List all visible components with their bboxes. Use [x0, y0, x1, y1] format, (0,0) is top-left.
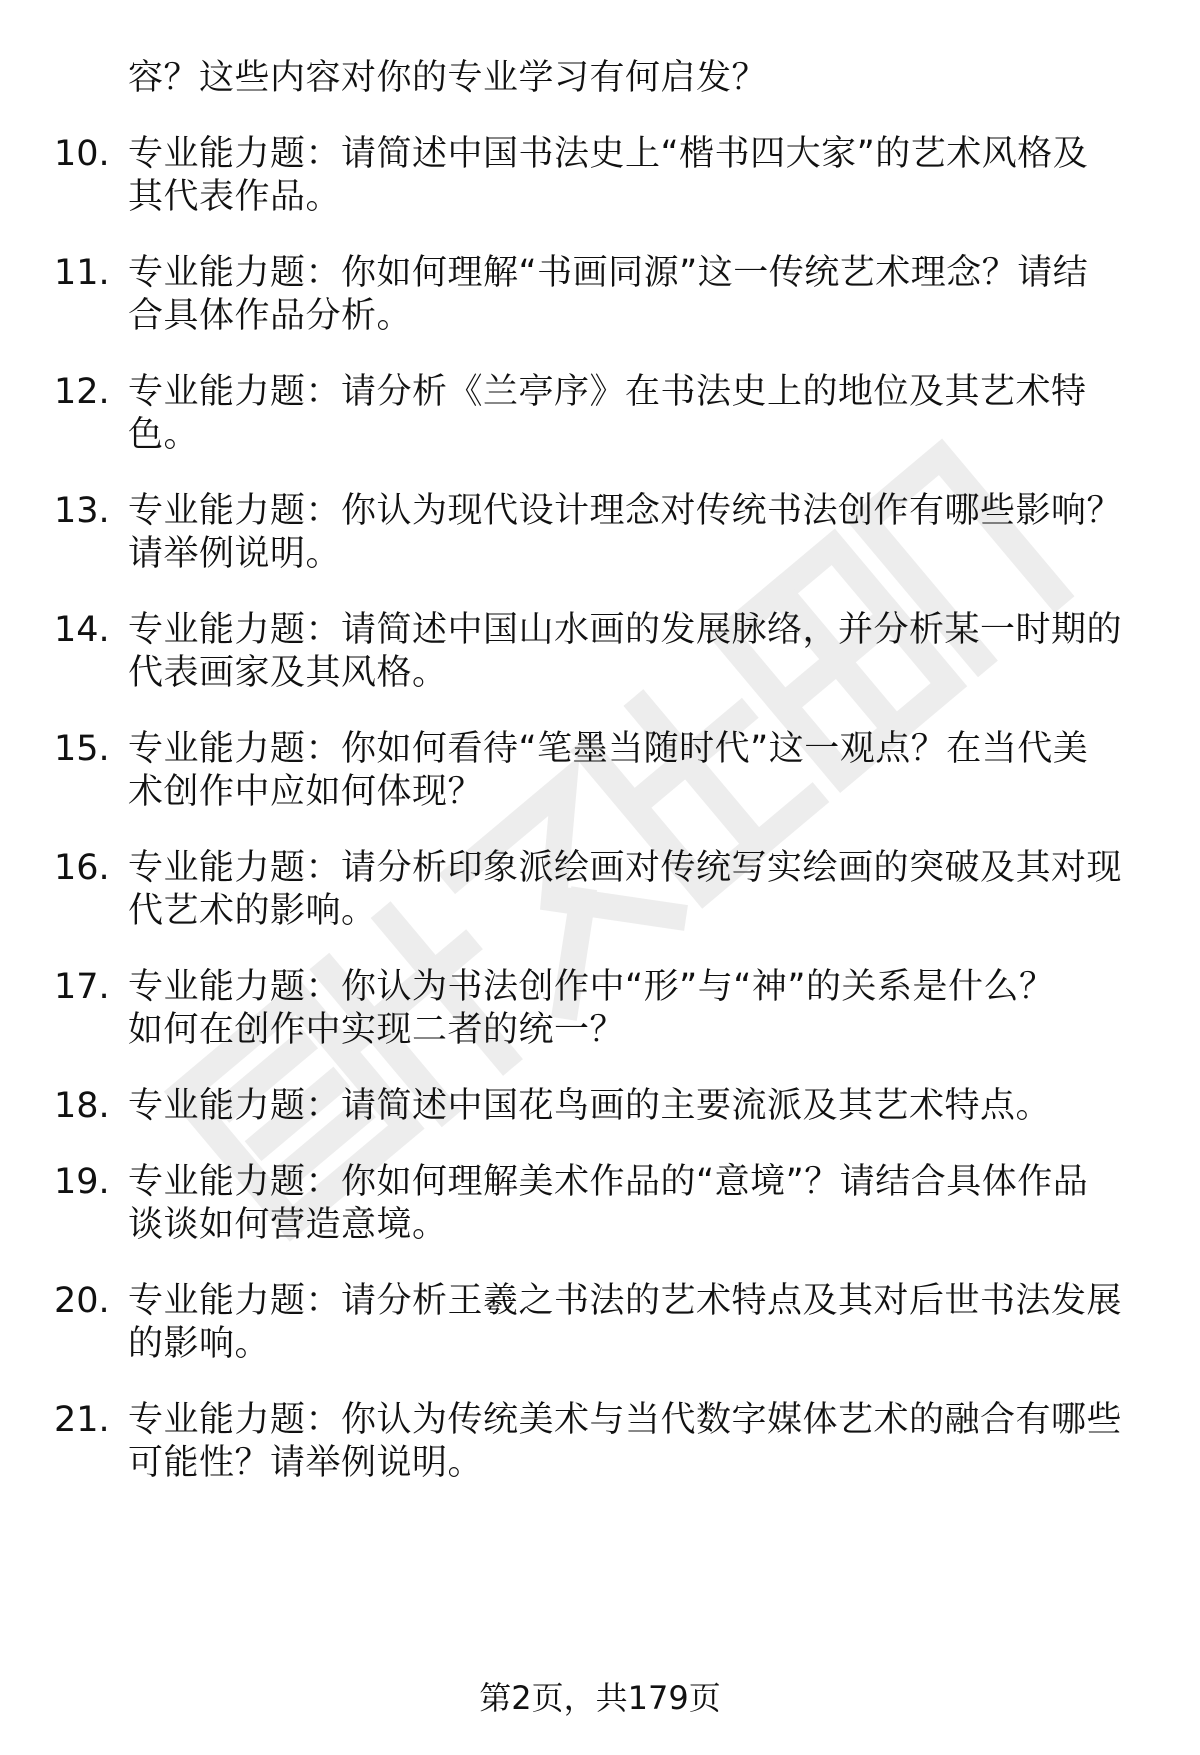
question-text-line2: 合具体作品分析。 — [128, 296, 413, 336]
question-text-line2: 的影响。 — [128, 1324, 271, 1364]
question-number: 19. — [54, 1162, 110, 1202]
question-number: 15. — [54, 729, 110, 769]
question-text-line1: 专业能力题：请分析印象派绘画对传统写实绘画的突破及其对现 — [128, 848, 1123, 888]
question-text-line2: 代表画家及其风格。 — [128, 653, 448, 693]
question-number: 18. — [54, 1086, 110, 1126]
question-text-line1: 专业能力题：你如何理解美术作品的“意境”？请结合具体作品 — [128, 1162, 1089, 1202]
continuation-text: 容？这些内容对你的专业学习有何启发？ — [128, 58, 768, 98]
question-number: 12. — [54, 372, 110, 412]
question-text-line1: 专业能力题：请简述中国花鸟画的主要流派及其艺术特点。 — [128, 1086, 1052, 1126]
question-number: 17. — [54, 967, 110, 1007]
question-text-line1: 专业能力题：你如何看待“笔墨当随时代”这一观点？在当代美 — [128, 729, 1089, 769]
question-text-line2: 如何在创作中实现二者的统一？ — [128, 1010, 626, 1050]
question-number: 10. — [54, 134, 110, 174]
question-text-line1: 专业能力题：请简述中国山水画的发展脉络，并分析某一时期的 — [128, 610, 1123, 650]
question-number: 11. — [54, 253, 110, 293]
question-number: 21. — [54, 1400, 110, 1440]
question-text-line1: 专业能力题：请简述中国书法史上“楷书四大家”的艺术风格及 — [128, 134, 1089, 174]
question-text-line2: 色。 — [128, 415, 200, 455]
question-text-line1: 专业能力题：你认为传统美术与当代数字媒体艺术的融合有哪些 — [128, 1400, 1123, 1440]
question-text-line2: 可能性？请举例说明。 — [128, 1443, 484, 1483]
question-text-line1: 专业能力题：请分析《兰亭序》在书法史上的地位及其艺术特 — [128, 372, 1087, 412]
page-footer: 第2页，共179页 — [479, 1679, 721, 1717]
question-text-line2: 其代表作品。 — [128, 177, 342, 217]
question-number: 14. — [54, 610, 110, 650]
question-text-line1: 专业能力题：请分析王羲之书法的艺术特点及其对后世书法发展 — [128, 1281, 1123, 1321]
question-text-line1: 专业能力题：你认为现代设计理念对传统书法创作有哪些影响？ — [128, 491, 1123, 531]
question-text-line2: 代艺术的影响。 — [128, 891, 377, 931]
question-text-line2: 术创作中应如何体现？ — [128, 772, 484, 812]
question-number: 13. — [54, 491, 110, 531]
question-number: 20. — [54, 1281, 110, 1321]
question-text-line2: 谈谈如何营造意境。 — [128, 1205, 448, 1245]
question-text-line2: 请举例说明。 — [128, 534, 342, 574]
question-text-line1: 专业能力题：你认为书法创作中“形”与“神”的关系是什么？ — [128, 967, 1055, 1007]
question-text-line1: 专业能力题：你如何理解“书画同源”这一传统艺术理念？请结 — [128, 253, 1089, 293]
question-number: 16. — [54, 848, 110, 888]
